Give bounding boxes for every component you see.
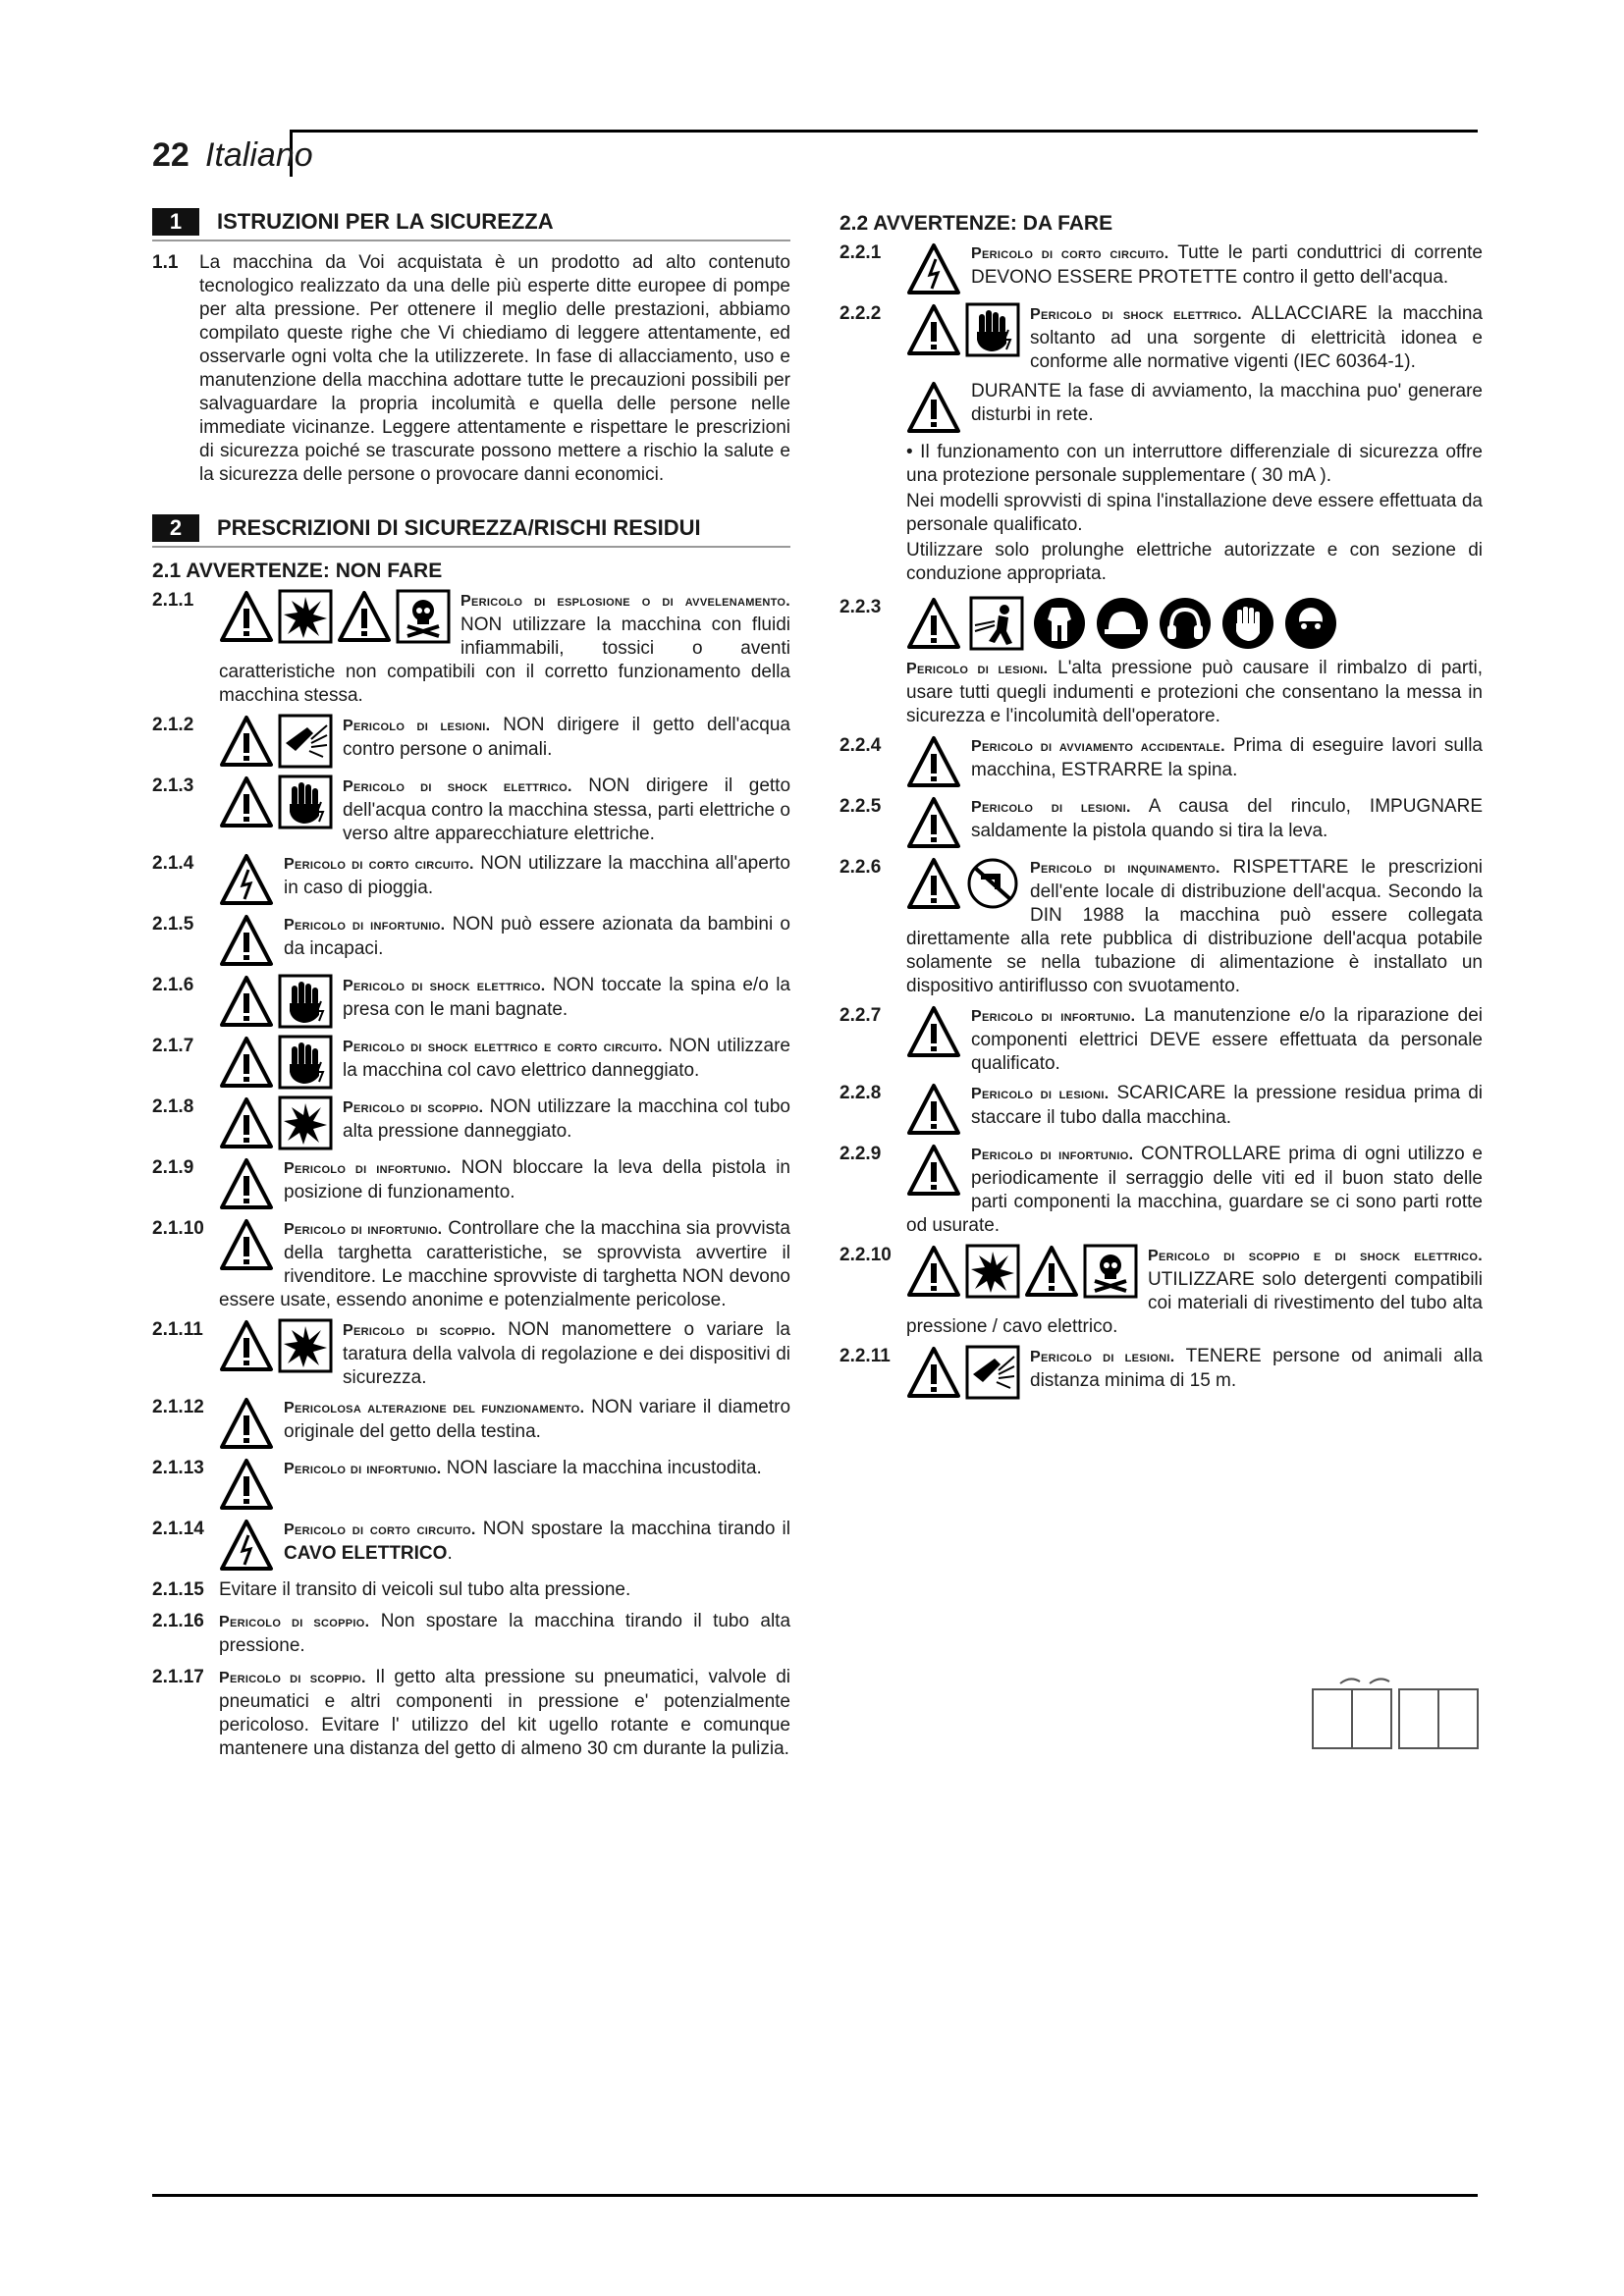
section-1-title: ISTRUZIONI PER LA SICUREZZA bbox=[217, 209, 554, 234]
header-rule bbox=[290, 130, 1478, 133]
item-number: 2.1.7 bbox=[152, 1036, 194, 1056]
goggles-icon bbox=[1283, 596, 1338, 651]
item-number: 2.2.5 bbox=[839, 796, 882, 817]
extension-paragraph: Utilizzare solo prolunghe elettriche autorizzate e con sezione di conduzione appropriata. bbox=[906, 540, 1483, 584]
section-1-number: 1 bbox=[152, 208, 199, 236]
warning-icon bbox=[219, 1318, 274, 1373]
item-text: La manutenzione e/o la riparazione dei componenti elettrici DEVE essere effettuata da personale qualificato. bbox=[971, 1005, 1484, 1074]
voltage-warning-icon bbox=[906, 241, 961, 296]
hazard-tag: Pericolo di corto circuito. bbox=[971, 245, 1169, 262]
item-number: 2.1.5 bbox=[152, 914, 194, 934]
item-2-1-8 bbox=[152, 1095, 790, 1150]
subsection-2-1-title: 2.1 AVVERTENZE: NON FARE bbox=[152, 560, 443, 582]
warning-icon bbox=[906, 1143, 961, 1198]
warning-icon bbox=[906, 795, 961, 850]
poison-skull-icon bbox=[1083, 1244, 1138, 1299]
electric-hand-icon bbox=[965, 302, 1020, 357]
hazard-tag: Pericolo di infortunio. bbox=[971, 1147, 1134, 1163]
item-number: 2.1.10 bbox=[152, 1218, 204, 1239]
item-2-1-12 bbox=[152, 1396, 790, 1451]
item-text: NON utilizzare la macchina con fluidi infiammabili, tossici o aventi caratteristiche non compatibili con il corretto funzionamento della macchina stessa. bbox=[219, 614, 790, 706]
warning-icon bbox=[337, 589, 392, 644]
no-backflow-tap-icon bbox=[965, 856, 1020, 911]
hazard-tag: Pericolo di infortunio. bbox=[284, 917, 446, 934]
voltage-warning-icon bbox=[219, 852, 274, 907]
helmet-icon bbox=[1095, 596, 1150, 651]
item-number: 2.1.3 bbox=[152, 775, 194, 796]
hazard-tag: Pericolo di esplosione o di avvelenamento. bbox=[460, 593, 790, 610]
hazard-tag: Pericolo di scoppio e di shock elettrico. bbox=[1148, 1248, 1483, 1264]
subsection-2-2-title: 2.2 AVVERTENZE: DA FARE bbox=[839, 212, 1113, 235]
hazard-tag: Pericolo di lesioni. bbox=[971, 1086, 1110, 1102]
item-2-1-17 bbox=[152, 1666, 790, 1761]
hazard-tag: Pericolo di scoppio. bbox=[343, 1099, 484, 1116]
warning-icon bbox=[219, 974, 274, 1029]
hazard-tag: Pericolo di lesioni. bbox=[1030, 1349, 1175, 1365]
gloves-icon bbox=[1220, 596, 1275, 651]
item-2-1-15 bbox=[152, 1578, 790, 1602]
item-2-2-10 bbox=[839, 1244, 1483, 1339]
hazard-tag: Pericolo di corto circuito. bbox=[284, 856, 474, 873]
hazard-tag: Pericolo di infortunio. bbox=[284, 1160, 452, 1177]
item-2-1-5 bbox=[152, 913, 790, 968]
item-text: NON utilizzare la macchina col tubo alta pressione danneggiato. bbox=[343, 1096, 790, 1142]
warning-icon bbox=[219, 589, 274, 644]
item-text: ALLACCIARE la macchina soltanto ad una sorgente di elettricità idonea e conforme alle normative vigenti (IEC 60364-1). bbox=[1030, 303, 1483, 372]
item-number: 2.1.11 bbox=[152, 1319, 203, 1340]
poison-skull-icon bbox=[396, 589, 451, 644]
item-number: 2.2.1 bbox=[839, 242, 882, 263]
electric-hand-icon bbox=[278, 774, 333, 829]
item-text: L'alta pressione può causare il rimbalzo di parti, usare tutti quegli indumenti e protezioni che consentano la messa in sicurezza e l'incolumità dell'operatore. bbox=[906, 658, 1483, 726]
hazard-tag: Pericolo di scoppio. bbox=[343, 1322, 496, 1339]
item-number: 2.1.14 bbox=[152, 1519, 204, 1539]
item-text: NON bloccare la leva della pistola in posizione di funzionamento. bbox=[284, 1157, 790, 1202]
warning-icon bbox=[906, 302, 961, 357]
item-text-end: . bbox=[447, 1543, 453, 1564]
warning-icon bbox=[1024, 1244, 1079, 1299]
page-header bbox=[152, 130, 1478, 177]
item-number: 2.2.11 bbox=[839, 1346, 891, 1366]
item-text: Tutte le parti conduttrici di corrente DEVONO ESSERE PROTETTE contro il getto dell'acqua. bbox=[971, 242, 1484, 288]
voltage-warning-icon bbox=[219, 1518, 274, 1573]
hazard-tag: Pericolo di lesioni. bbox=[971, 799, 1131, 816]
item-text: Non spostare la macchina tirando il tubo alta pressione. bbox=[219, 1611, 791, 1656]
item-2-2-1 bbox=[839, 241, 1483, 296]
warning-icon bbox=[219, 1156, 274, 1211]
item-2-2-3 bbox=[839, 596, 1483, 728]
water-jet-icon bbox=[965, 1345, 1020, 1400]
item-2-1-7 bbox=[152, 1035, 790, 1090]
item-text: Il getto alta pressione su pneumatici, valvole di pneumatici e altri componenti in pressione e' potenzialmente pericoloso. Evitare l' utilizzo del kit ugello rotante e comunque mantenere una distanza del getto di almeno 30 cm durante la pulizia. bbox=[219, 1667, 791, 1759]
open-book-icon bbox=[1311, 1674, 1484, 1752]
item-number: 2.2.6 bbox=[839, 857, 882, 878]
intro-number: 1.1 bbox=[152, 252, 179, 273]
warning-icon bbox=[906, 1082, 961, 1137]
item-number: 2.2.7 bbox=[839, 1005, 882, 1026]
warning-icon bbox=[219, 1217, 274, 1272]
warning-icon bbox=[906, 1345, 961, 1400]
item-number: 2.1.12 bbox=[152, 1397, 204, 1417]
item-text: NON spostare la macchina tirando il bbox=[482, 1519, 790, 1539]
item-text: DURANTE la fase di avviamento, la macchina puo' generare disturbi in rete. bbox=[971, 381, 1483, 425]
item-2-2-2 bbox=[839, 302, 1483, 374]
item-number: 2.1.15 bbox=[152, 1579, 204, 1600]
warning-icon bbox=[906, 1244, 961, 1299]
item-2-1-2 bbox=[152, 714, 790, 769]
section-2-heading bbox=[152, 512, 790, 548]
item-text: NON manomettere o variare la taratura della valvola di regolazione e dei dispositivi di sicurezza. bbox=[343, 1319, 790, 1388]
item-number: 2.2.3 bbox=[839, 597, 882, 617]
page-language: Italiano bbox=[205, 136, 313, 174]
hazard-tag: Pericolosa alterazione del funzionamento. bbox=[284, 1400, 585, 1416]
explosion-icon bbox=[278, 1095, 333, 1150]
hazard-tag: Pericolo di infortunio. bbox=[284, 1461, 442, 1477]
section-2-number: 2 bbox=[152, 514, 199, 542]
explosion-icon bbox=[965, 1244, 1020, 1299]
item-2-2-7 bbox=[839, 1004, 1483, 1076]
warning-icon bbox=[906, 380, 961, 435]
item-number: 2.1.17 bbox=[152, 1667, 204, 1687]
ppe-icon-row bbox=[906, 596, 1483, 651]
warning-icon bbox=[906, 734, 961, 789]
warning-icon bbox=[219, 774, 274, 829]
item-number: 2.2.2 bbox=[839, 303, 882, 324]
person-jet-icon bbox=[969, 596, 1024, 651]
item-2-1-9 bbox=[152, 1156, 790, 1211]
item-2-1-4 bbox=[152, 852, 790, 907]
item-2-2-6 bbox=[839, 856, 1483, 998]
item-text: NON variare il diametro originale del getto della testina. bbox=[284, 1397, 791, 1442]
item-2-1-11 bbox=[152, 1318, 790, 1390]
item-text: Controllare che la macchina sia provvista della targhetta caratteristiche, se sprovvista avvertire il rivenditore. Le macchine sprovviste di targhetta NON devono essere usate, essendo anonime e potenzialmente pericolose. bbox=[219, 1218, 790, 1310]
section-1-heading bbox=[152, 206, 790, 241]
item-2-1-6 bbox=[152, 974, 790, 1029]
warning-icon bbox=[219, 1396, 274, 1451]
item-2-2-4 bbox=[839, 734, 1483, 789]
ear-protection-icon bbox=[1158, 596, 1213, 651]
electric-hand-icon bbox=[278, 1035, 333, 1090]
warning-icon bbox=[219, 913, 274, 968]
warning-icon bbox=[906, 856, 961, 911]
item-text: A causa del rinculo, IMPUGNARE saldamente la pistola quando si tira la leva. bbox=[971, 796, 1483, 841]
item-text: NON utilizzare la macchina all'aperto in caso di pioggia. bbox=[284, 853, 790, 898]
item-number: 2.1.4 bbox=[152, 853, 194, 874]
item-text: Evitare il transito di veicoli sul tubo alta pressione. bbox=[219, 1579, 631, 1600]
item-text: NON dirigere il getto dell'acqua contro la macchina stessa, parti elettriche o verso altre apparecchiature elettriche. bbox=[343, 775, 791, 844]
item-text: UTILIZZARE solo detergenti compatibili coi materiali di rivestimento del tubo alta pressione / cavo elettrico. bbox=[906, 1269, 1483, 1337]
item-text: TENERE persone od animali alla distanza minima di 15 m. bbox=[1030, 1346, 1483, 1391]
footer-rule bbox=[152, 2194, 1478, 2197]
item-number: 2.2.4 bbox=[839, 735, 882, 756]
hazard-tag: Pericolo di shock elettrico. bbox=[1030, 306, 1242, 323]
item-text: SCARICARE la pressione residua prima di staccare il tubo dalla macchina. bbox=[971, 1083, 1483, 1128]
hazard-tag: Pericolo di shock elettrico e corto circuito. bbox=[343, 1039, 663, 1055]
right-column bbox=[839, 206, 1483, 1406]
warning-icon bbox=[219, 714, 274, 769]
warning-icon bbox=[906, 1004, 961, 1059]
section-2-title: PRESCRIZIONI DI SICUREZZA/RISCHI RESIDUI bbox=[217, 515, 701, 540]
item-text: Prima di eseguire lavori sulla macchina, ESTRARRE la spina. bbox=[971, 735, 1483, 780]
hazard-tag: Pericolo di infortunio. bbox=[284, 1221, 443, 1238]
electric-hand-icon bbox=[278, 974, 333, 1029]
hazard-tag: Pericolo di lesioni. bbox=[343, 718, 491, 734]
item-number: 2.2.10 bbox=[839, 1245, 892, 1265]
item-2-2-9 bbox=[839, 1143, 1483, 1238]
item-2-2-5 bbox=[839, 795, 1483, 850]
item-number: 2.1.1 bbox=[152, 590, 194, 611]
hazard-tag: Pericolo di inquinamento. bbox=[1030, 860, 1220, 877]
item-2-1-10 bbox=[152, 1217, 790, 1312]
item-2-1-3 bbox=[152, 774, 790, 846]
item-text-bold: CAVO ELETTRICO bbox=[284, 1543, 448, 1564]
item-text: NON può essere azionata da bambini o da incapaci. bbox=[284, 914, 790, 959]
item-number: 2.1.8 bbox=[152, 1096, 194, 1117]
item-2-1-14 bbox=[152, 1518, 790, 1573]
item-startup-note bbox=[839, 380, 1483, 435]
section-1-intro bbox=[152, 251, 790, 487]
item-text: NON lasciare la macchina incustodita. bbox=[446, 1458, 762, 1478]
warning-icon bbox=[219, 1095, 274, 1150]
hazard-tag: Pericolo di shock elettrico. bbox=[343, 778, 572, 795]
hazard-tag: Pericolo di scoppio. bbox=[219, 1670, 366, 1686]
item-text: RISPETTARE le prescrizioni dell'ente locale di distribuzione dell'acqua. Secondo la DIN 1988 la macchina può essere collegata direttamente alla rete pubblica di distribuzione dell'acqua potabile solamente se nella tubazione di alimentazione è installato un dispositivo antiriflusso con svuotamento. bbox=[906, 857, 1483, 996]
item-2-1-1 bbox=[152, 589, 790, 708]
page-number: 22 bbox=[152, 136, 189, 174]
rcd-paragraph: • Il funzionamento con un interruttore differenziale di sicurezza offre una protezione personale supplementare ( 30 mA ). bbox=[906, 442, 1483, 486]
item-text: NON dirigere il getto dell'acqua contro persone o animali. bbox=[343, 715, 790, 760]
item-text: CONTROLLARE prima di ogni utilizzo e periodicamente il serraggio delle viti ed il buon stato delle parti componenti la macchina, guardare se ci sono parti rotte od usurate. bbox=[906, 1144, 1483, 1236]
hazard-tag: Pericolo di infortunio. bbox=[971, 1008, 1136, 1025]
item-number: 2.1.16 bbox=[152, 1611, 204, 1631]
explosion-icon bbox=[278, 589, 333, 644]
hazard-tag: Pericolo di avviamento accidentale. bbox=[971, 738, 1225, 755]
item-number: 2.1.6 bbox=[152, 975, 194, 995]
protective-suit-icon bbox=[1032, 596, 1087, 651]
intro-text: La macchina da Voi acquistata è un prodotto ad alto contenuto tecnologico realizzato da una delle più esperte ditte europee di pompe per alta pressione. Per ottenere il meglio delle prestazioni, abbiamo compilato queste righe che Vi chiediamo di leggere attentamente, ed osservarle ogni volta che la utilizzerete. In fase di allacciamento, uso e manutenzione della macchina adottare tutte le precauzioni possibili per salvaguardare la propria incolumità e quella delle persone nelle immediate vicinanze. Leggere attentamente e rispettare le prescrizioni di sicurezza poiché se trascurate possono mettere a rischio la salute e la sicurezza delle persone o provocare danni economici. bbox=[199, 252, 790, 485]
item-number: 2.1.9 bbox=[152, 1157, 194, 1178]
item-number: 2.2.9 bbox=[839, 1144, 882, 1164]
left-column bbox=[152, 206, 790, 1769]
item-number: 2.1.2 bbox=[152, 715, 194, 735]
item-2-1-13 bbox=[152, 1457, 790, 1512]
explosion-icon bbox=[278, 1318, 333, 1373]
item-text: NON toccate la spina e/o la presa con le mani bagnate. bbox=[343, 975, 790, 1020]
item-2-2-11 bbox=[839, 1345, 1483, 1400]
warning-icon bbox=[219, 1035, 274, 1090]
hazard-tag: Pericolo di scoppio. bbox=[219, 1614, 370, 1630]
hazard-tag: Pericolo di corto circuito. bbox=[284, 1522, 476, 1538]
plug-paragraph: Nei modelli sprovvisti di spina l'installazione deve essere effettuata da personale qualificato. bbox=[906, 491, 1483, 535]
warning-icon bbox=[906, 596, 961, 651]
hazard-tag: Pericolo di shock elettrico. bbox=[343, 978, 546, 994]
item-text: NON utilizzare la macchina col cavo elettrico danneggiato. bbox=[343, 1036, 790, 1081]
item-number: 2.2.8 bbox=[839, 1083, 882, 1103]
warning-icon bbox=[219, 1457, 274, 1512]
item-2-1-16 bbox=[152, 1610, 790, 1658]
item-2-2-8 bbox=[839, 1082, 1483, 1137]
water-jet-icon bbox=[278, 714, 333, 769]
item-number: 2.1.13 bbox=[152, 1458, 204, 1478]
hazard-tag: Pericolo di lesioni. bbox=[906, 661, 1049, 677]
